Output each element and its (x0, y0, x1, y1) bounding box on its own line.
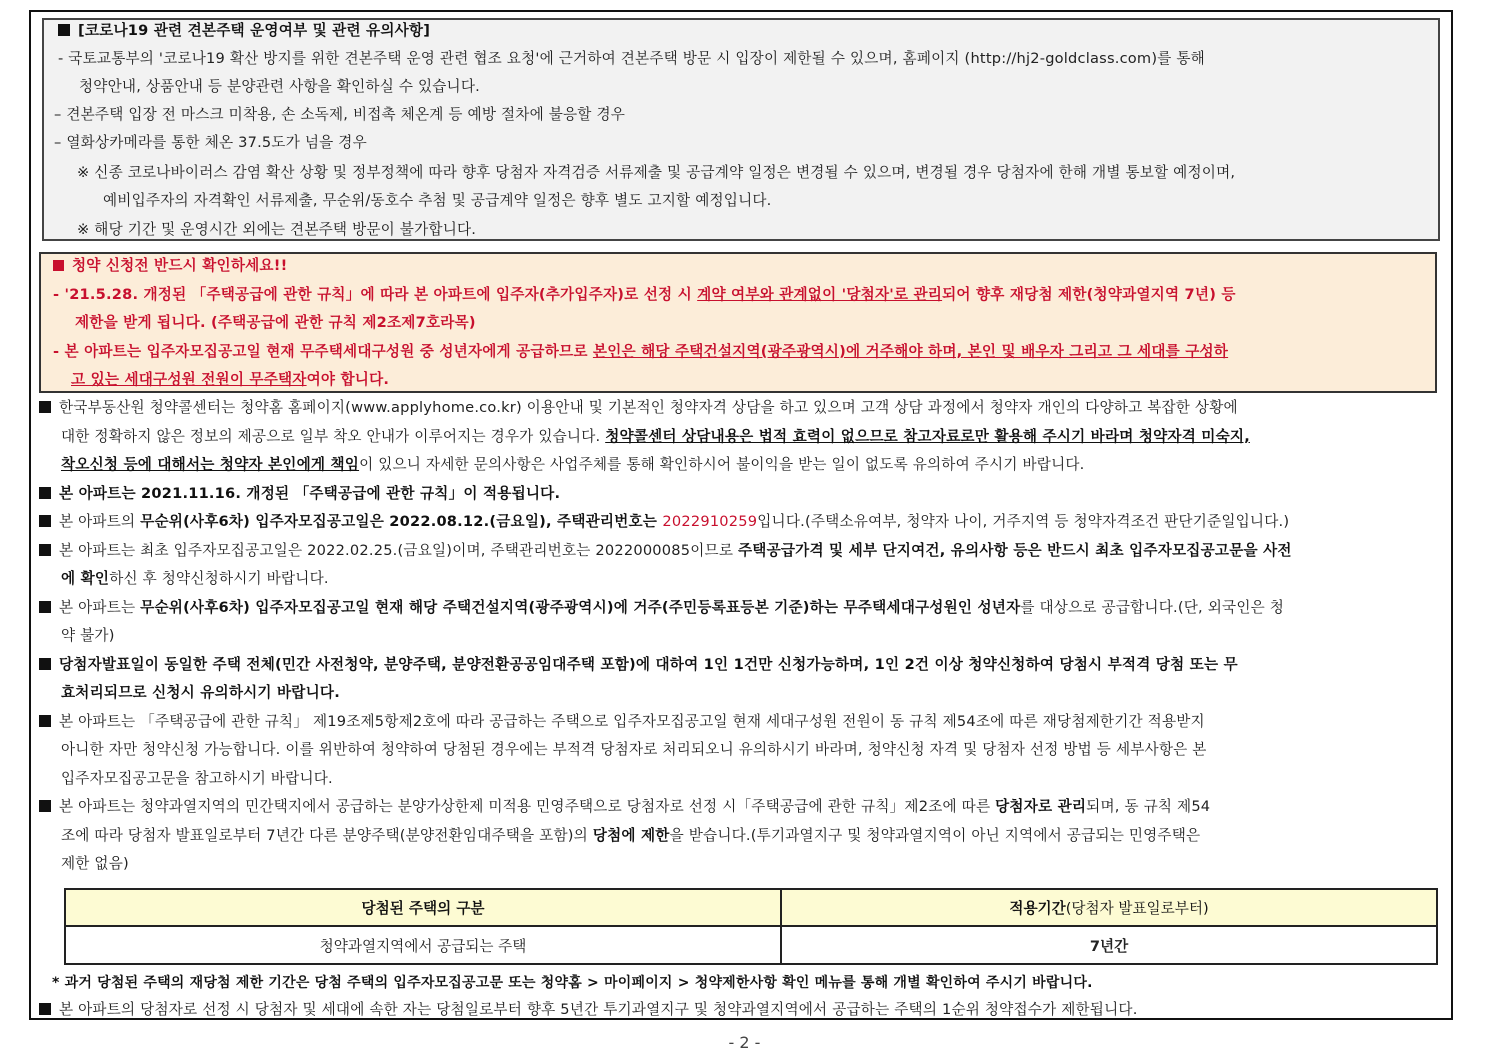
square-bullet-icon (39, 658, 51, 670)
square-bullet-icon (39, 544, 51, 556)
square-bullet-icon (58, 24, 70, 36)
para-winner-management-1: 본 아파트는 청약과열지역의 민간택지에서 공급하는 분양가상한제 미적용 민영주택으로 당첨자로 선정 시「주택공급에 관한 규칙」제2조에 따른 당첨자로 관리되며, 동 규칙 제54 (39, 797, 1210, 817)
para-one-application-1: 당첨자발표일이 동일한 주택 전체(민간 사전청약, 분양주택, 분양전환공공임대주택 포함)에 대하여 1인 1건만 신청가능하며, 1인 2건 이상 청약신청하여 당첨시 부적격 당첨 또는 무 (39, 655, 1238, 675)
para-callcenter-1: 한국부동산원 청약콜센터는 청약홈 홈페이지(www.applyhome.co.kr) 이용안내 및 기본적인 청약자격 상담을 하고 있으며 고객 상담 과정에서 청약자 개인의 다양하고 복잡한 상황에 (39, 398, 1238, 418)
warning-line-4: 고 있는 세대구성원 전원이 무주택자여야 합니다. (71, 371, 390, 388)
square-bullet-icon (39, 715, 51, 727)
square-bullet-icon (39, 800, 51, 812)
para-one-application-2: 효처리되므로 신청시 유의하시기 바랍니다. (61, 684, 340, 701)
para-first-announcement-1: 본 아파트는 최초 입주자모집공고일은 2022.02.25.(금요일)이며, 주택관리번호는 2022000085이므로 주택공급가격 및 세부 단지여건, 유의사항 등은 반드시 최초 입주자모집공고문을 사전 (39, 541, 1292, 561)
para-announcement-date: 본 아파트의 무순위(사후6차) 입주자모집공고일은 2022.08.12.(금요일), 주택관리번호는 2022910259입니다.(주택소유여부, 청약자 나이, 거주지역 등 청약자격조건 판단기준일입니다.) (39, 512, 1289, 532)
para-eligibility-2: 약 불가) (61, 627, 115, 644)
covid-line-1: - 국토교통부의 '코로나19 확산 방지를 위한 견본주택 운영 관련 협조 요청'에 근거하여 견본주택 방문 시 입장이 제한될 수 있으며, 홈페이지 (http://hj2-goldclass.com)를 통해 (58, 50, 1205, 67)
covid-line-7: ※ 해당 기간 및 운영시간 외에는 견본주택 방문이 불가합니다. (77, 221, 477, 238)
warning-line-1: - '21.5.28. 개정된 「주택공급에 관한 규칙」에 따라 본 아파트에 입주자(추가입주자)로 선정 시 계약 여부와 관계없이 '당첨자'로 관리되어 향후 재당첨 제한(청약과열지역 7년) 등 (53, 286, 1236, 303)
covid-line-2: 청약안내, 상품안내 등 분양관련 사항을 확인하실 수 있습니다. (79, 78, 480, 95)
table-header-period: 적용기간(당첨자 발표일로부터) (781, 889, 1437, 926)
warning-line-3: - 본 아파트는 입주자모집공고일 현재 무주택세대구성원 중 성년자에게 공급하므로 본인은 해당 주택건설지역(광주광역시)에 거주해야 하며, 본인 및 배우자 그리고 그 세대를 구성하 (53, 343, 1229, 360)
covid-line-3: – 견본주택 입장 전 마스크 미착용, 손 소독제, 비접촉 체온계 등 예방 절차에 불응할 경우 (54, 106, 626, 123)
restriction-table (64, 888, 1438, 965)
covid-line-4: – 열화상카메라를 통한 체온 37.5도가 넘을 경우 (54, 134, 367, 151)
square-bullet-icon (53, 260, 64, 271)
table-header-row (65, 889, 1437, 926)
covid-title: [코로나19 관련 견본주택 운영여부 및 관련 유의사항] (58, 21, 430, 41)
warning-title: 청약 신청전 반드시 확인하세요!! (53, 256, 287, 276)
covid-line-5: ※ 신종 코로나바이러스 감염 확산 상황 및 정부정책에 따라 향후 당첨자 자격검증 서류제출 및 공급계약 일정은 변경될 수 있으며, 변경될 경우 당첨자에 한해 개별 통보할 예정이며, (77, 164, 1236, 181)
square-bullet-icon (39, 401, 51, 413)
square-bullet-icon (39, 487, 51, 499)
para-first-priority: 본 아파트의 당첨자로 선정 시 당첨자 및 세대에 속한 자는 당첨일로부터 향후 5년간 투기과열지구 및 청약과열지역에서 공급하는 주택의 1순위 청약접수가 제한됩니다. (39, 1000, 1138, 1020)
para-eligibility-1: 본 아파트는 무순위(사후6차) 입주자모집공고일 현재 해당 주택건설지역(광주광역시)에 거주(주민등록표등본 기준)하는 무주택세대구성원인 성년자를 대상으로 공급합니다.(단, 외국인은 청 (39, 598, 1284, 618)
square-bullet-icon (39, 601, 51, 613)
square-bullet-icon (39, 515, 51, 527)
square-bullet-icon (39, 1003, 51, 1015)
para-winner-management-3: 제한 없음) (61, 855, 129, 872)
para-first-announcement-2: 에 확인하신 후 청약신청하시기 바랍니다. (61, 570, 329, 587)
table-cell-period: 7년간 (781, 926, 1437, 964)
para-rule-19-1: 본 아파트는 「주택공급에 관한 규칙」 제19조제5항제2호에 따라 공급하는 주택으로 입주자모집공고일 현재 세대구성원 전원이 동 규칙 제54조에 따른 재당첨제한기간 적용받지 (39, 712, 1205, 732)
para-winner-management-2: 조에 따라 당첨자 발표일로부터 7년간 다른 분양주택(분양전환임대주택을 포함)의 당첨에 제한을 받습니다.(투기과열지구 및 청약과열지역이 아닌 지역에서 공급되는 민영주택은 (61, 827, 1201, 844)
table-header-type: 당첨된 주택의 구분 (65, 889, 781, 926)
warning-line-2: 제한을 받게 됩니다. (주택공급에 관한 규칙 제2조제7호라목) (75, 314, 476, 331)
para-callcenter-2: 대한 정확하지 않은 정보의 제공으로 일부 착오 안내가 이루어지는 경우가 있습니다. 청약콜센터 상담내용은 법적 효력이 없으므로 참고자료로만 활용해 주시기 바라며 청약자격 미숙지, (61, 428, 1250, 445)
footnote: * 과거 당첨된 주택의 재당첨 제한 기간은 당첨 주택의 입주자모집공고문 또는 청약홈 > 마이페이지 > 청약제한사항 확인 메뉴를 통해 개별 확인하여 주시기 바랍니다. (52, 975, 1093, 991)
covid-line-6: 예비입주자의 자격확인 서류제출, 무순위/동호수 추첨 및 공급계약 일정은 향후 별도 고지할 예정입니다. (103, 192, 772, 209)
para-rule-19-2: 아니한 자만 청약신청 가능합니다. 이를 위반하여 청약하여 당첨된 경우에는 부적격 당첨자로 처리되오니 유의하시기 바라며, 청약신청 자격 및 당첨자 선정 방법 등 세부사항은 본 (61, 741, 1207, 758)
para-rule-19-3: 입주자모집공고문을 참고하시기 바랍니다. (61, 770, 333, 787)
para-callcenter-3: 착오신청 등에 대해서는 청약자 본인에게 책임이 있으니 자세한 문의사항은 사업주체를 통해 확인하시어 불이익을 받는 일이 없도록 유의하여 주시기 바랍니다. (61, 456, 1085, 473)
table-row (65, 926, 1437, 964)
para-rule-applied: 본 아파트는 2021.11.16. 개정된 「주택공급에 관한 규칙」이 적용됩니다. (39, 484, 560, 504)
table-cell-type: 청약과열지역에서 공급되는 주택 (65, 926, 781, 964)
page-number: - 2 - (728, 1033, 761, 1052)
